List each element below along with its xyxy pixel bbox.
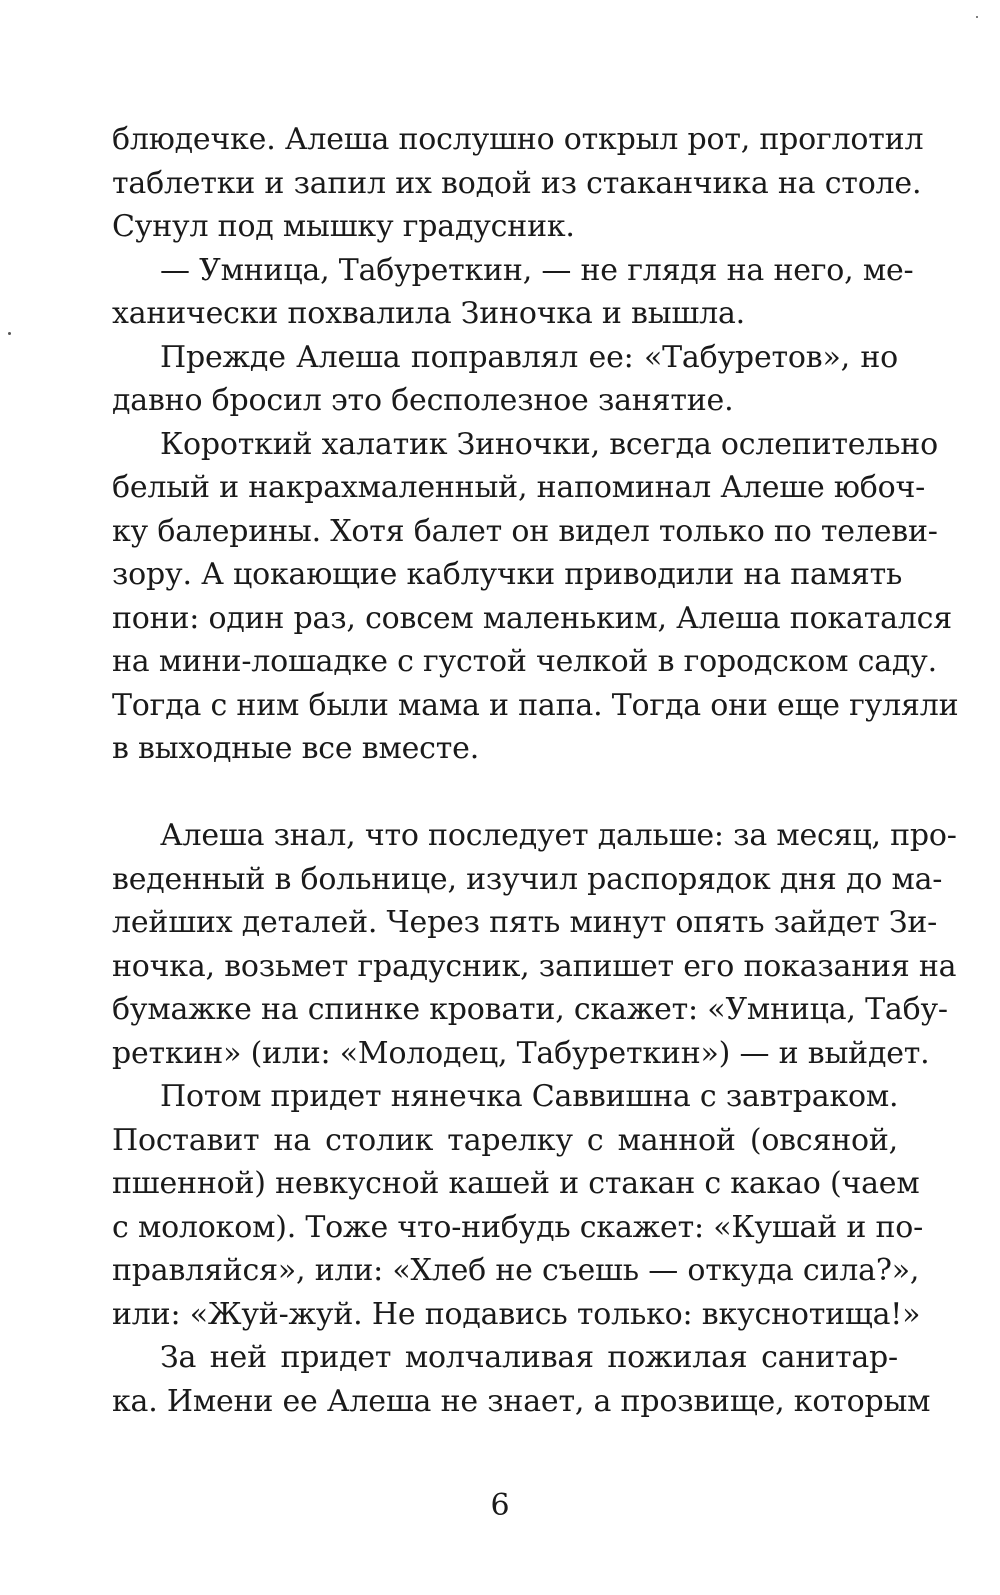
text-line: давно бросил это бесполезное занятие. (112, 383, 734, 418)
body-text (112, 118, 959, 1423)
text-line: веденный в больнице, изучил распорядок дня до ма- (112, 861, 943, 897)
text-line: ку балерины. Хотя балет он видел только по телеви- (112, 513, 938, 549)
text-line: Короткий халатик Зиночки, всегда ослепительно (160, 426, 938, 462)
text-line: правляйся», или: «Хлеб не съешь — откуда сила?», (112, 1253, 920, 1288)
text-line: Потом придет нянечка Саввишна с завтраком. (160, 1079, 899, 1114)
text-line: ночка, возьмет градусник, запишет его показания на (112, 948, 957, 984)
text-line: блюдечке. Алеша послушно открыл рот, проглотил (112, 122, 924, 157)
text-line: таблетки и запил их водой из стаканчика на столе. (112, 165, 922, 201)
text-line: ка. Имени ее Алеша не знает, а прозвище, которым (112, 1383, 931, 1419)
text-line: Тогда с ним были мама и папа. Тогда они еще гуляли (112, 687, 959, 723)
text-line: Алеша знал, что последует дальше: за месяц, про- (160, 818, 957, 853)
text-line: реткин» (или: «Молодец, Табуреткин») — и выйдет. (112, 1035, 930, 1071)
text-line: или: «Жуй-жуй. Не подавись только: вкуснотища!» (112, 1296, 921, 1332)
text-line: зору. А цокающие каблучки приводили на память (112, 557, 903, 592)
text-line: бумажке на спинке кровати, скажет: «Умница, Табу- (112, 992, 948, 1027)
text-line: в выходные все вместе. (112, 731, 480, 766)
text-line: Сунул под мышку градусник. (112, 209, 575, 244)
text-line: с молоком). Тоже что-нибудь скажет: «Кушай и по- (112, 1209, 924, 1245)
text-line: Прежде Алеша поправлял ее: «Табуретов», но (160, 339, 898, 375)
text-line: лейших деталей. Через пять минут опять зайдет Зи- (112, 905, 938, 940)
text-line: Поставит на столик тарелку с манной (овсяной, (112, 1122, 898, 1158)
text-line: пшенной) невкусной кашей и стакан с какао (чаем (112, 1166, 920, 1201)
text-line: белый и накрахмаленный, напоминал Алеше юбоч- (112, 470, 926, 505)
text-line: — Умница, Табуреткин, — не глядя на него, ме- (160, 252, 914, 288)
text-line: За ней придет молчаливая пожилая санитар- (160, 1340, 898, 1375)
scan-speck (8, 332, 11, 335)
text-line: ханически похвалила Зиночка и вышла. (112, 296, 745, 331)
text-line: на мини-лошадке с густой челкой в городском саду. (112, 644, 937, 679)
text-line: пони: один раз, совсем маленьким, Алеша покатался (112, 600, 952, 636)
scan-speck (976, 16, 978, 18)
section-break (112, 771, 898, 815)
page-number: 6 (490, 1488, 510, 1523)
